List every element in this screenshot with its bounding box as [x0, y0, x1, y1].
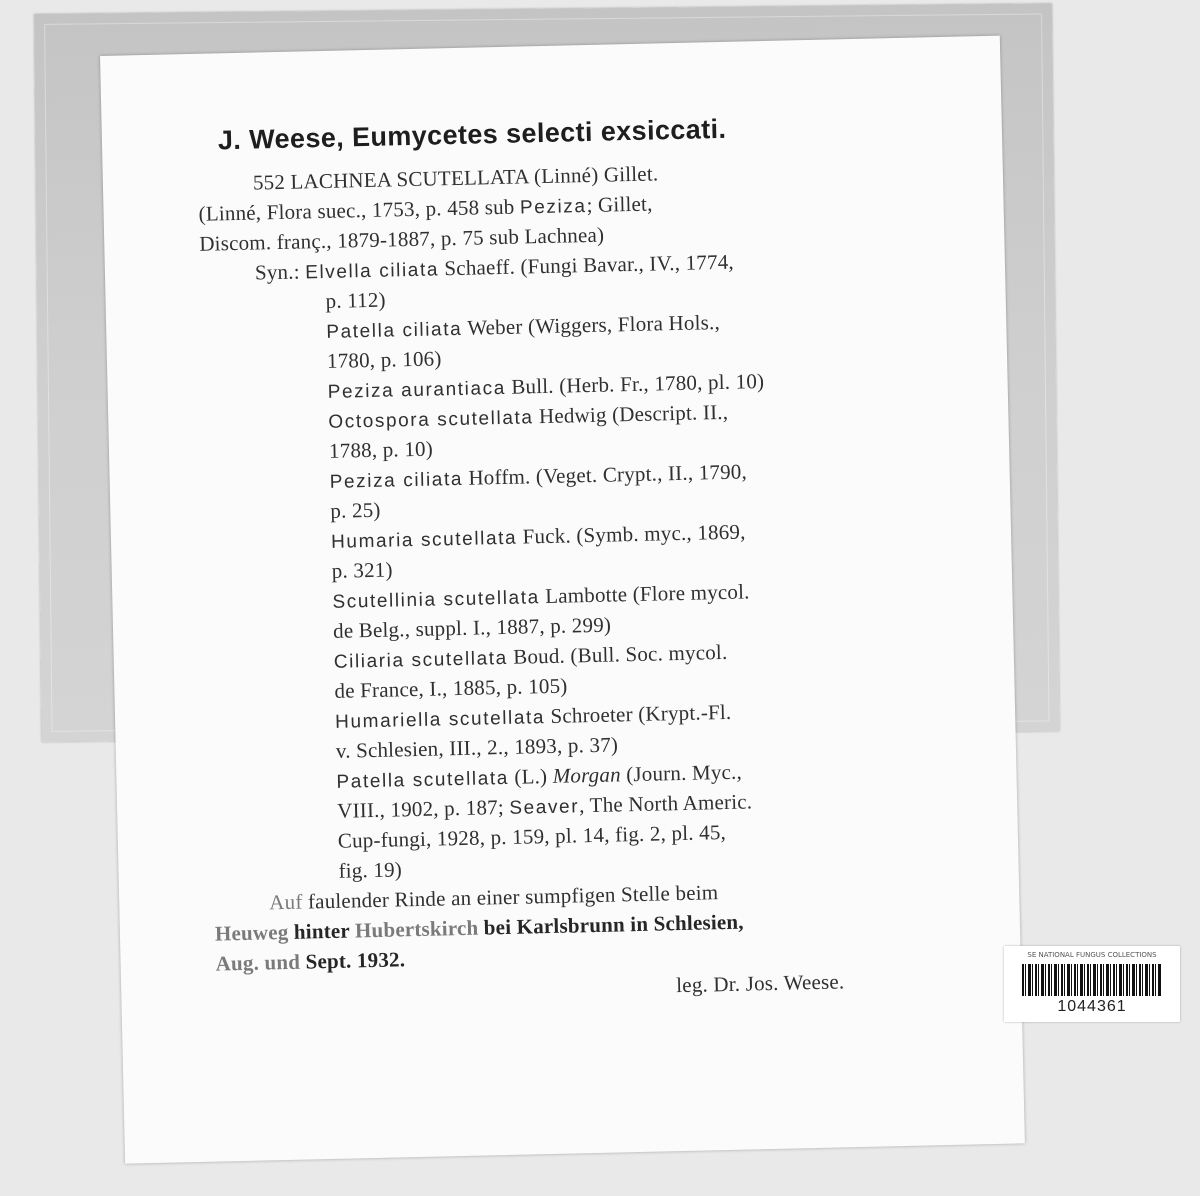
specimen-label: [100, 36, 1025, 1164]
label-text: Humaria scutellata: [330, 527, 518, 553]
label-line: [255, 250, 734, 286]
label-line: [329, 459, 747, 493]
label-text: Peziza: [519, 196, 587, 219]
label-text: p. 321): [331, 557, 393, 583]
label-text: p. 25): [330, 497, 381, 523]
label-line: [329, 437, 433, 464]
label-text: Hubertskirch: [354, 915, 479, 943]
label-line: [199, 223, 604, 257]
label-line: [676, 969, 845, 998]
label-text: VIII., 1902, p. 187;: [336, 794, 510, 823]
label-line: [334, 674, 568, 704]
label-line: [335, 700, 732, 734]
label-line: [336, 760, 742, 794]
label-text: Ciliaria scutellata: [333, 647, 509, 673]
label-text: Discom. franç., 1879-1887, p. 75 sub Lachnea): [199, 222, 605, 256]
label-text: Heuweg: [214, 919, 289, 946]
label-text: Auf: [268, 889, 303, 915]
label-text: Fuck. (Symb. myc., 1869,: [516, 519, 746, 549]
label-text: Sept. 1932.: [299, 947, 406, 974]
label-line: [215, 947, 405, 976]
label-line: [338, 820, 727, 854]
label-line: [215, 910, 744, 947]
label-text: Octospora scutellata: [328, 407, 534, 433]
label-line: [336, 732, 619, 763]
label-text: p. 112): [325, 287, 386, 313]
label-line: [332, 579, 750, 613]
label-text: de France, I., 1885, p. 105): [334, 673, 568, 703]
label-text: 1788, p. 10): [328, 436, 434, 463]
label-line: [327, 346, 442, 374]
label-text: Lambotte (Flore mycol.: [539, 579, 750, 609]
label-text: 552 LACHNEA SCUTELLATA (Linné) Gillet.: [252, 161, 659, 195]
label-text: leg. Dr. Jos. Weese.: [675, 969, 845, 998]
label-text: Hedwig (Descript. II.,: [533, 399, 729, 429]
label-text: de Belg., suppl. I., 1887, p. 299): [332, 612, 612, 643]
label-line: [330, 498, 381, 524]
label-text: Schaeff. (Fungi Bavar., IV., 1774,: [438, 249, 735, 281]
label-text: Cup-fungi, 1928, p. 159, pl. 14, fig. 2, pl. 45,: [337, 820, 727, 853]
label-text: faulender Rinde an einer sumpfigen Stelle beim: [302, 880, 719, 914]
label-text: Schroeter (Krypt.-Fl.: [544, 699, 732, 729]
label-line: [333, 613, 612, 644]
label-text: (Journ. Myc.,: [620, 759, 743, 787]
label-line: [269, 880, 719, 915]
label-text: Syn.:: [254, 259, 306, 285]
label-line: [334, 640, 728, 674]
label-text: bei Karlsbrunn in Schlesien,: [478, 909, 744, 940]
barcode-icon: [1022, 964, 1162, 996]
label-text: hinter: [288, 918, 356, 944]
barcode-institution: SE NATIONAL FUNGUS COLLECTIONS: [1027, 951, 1157, 959]
label-line: [328, 400, 728, 434]
label-line: [325, 288, 386, 314]
label-text: fig. 19): [338, 857, 403, 883]
label-text: 1780, p. 106): [326, 346, 442, 373]
barcode-number: 1044361: [1057, 998, 1127, 1015]
label-text: v. Schlesien, III., 2., 1893, p. 37): [335, 732, 619, 763]
label-line: [198, 192, 652, 227]
label-text: (L.): [508, 763, 553, 789]
label-text: Peziza ciliata: [329, 468, 464, 493]
label-text: (Linné, Flora suec., 1753, p. 458 sub: [198, 194, 521, 226]
label-text: Elvella ciliata: [304, 259, 440, 284]
label-line: [326, 310, 720, 344]
label-line: [327, 369, 764, 404]
label-text: Humariella scutellata: [334, 707, 546, 733]
label-text: Weber (Wiggers, Flora Hols.,: [461, 310, 721, 340]
label-text: Aug. und: [215, 949, 301, 976]
label-text: Scutellinia scutellata: [332, 587, 540, 613]
label-line: [337, 789, 753, 823]
label-line: [331, 557, 392, 583]
label-text: Morgan: [552, 762, 622, 788]
label-text: Patella ciliata: [326, 318, 463, 343]
label-line: [253, 161, 659, 195]
label-text: Hoffm. (Veget. Crypt., II., 1790,: [462, 459, 748, 490]
label-line: [338, 857, 402, 883]
label-text: Bull. (Herb. Fr., 1780, pl. 10): [505, 369, 765, 399]
label-line: [331, 519, 746, 553]
label-text: Peziza aurantiaca: [327, 377, 507, 403]
label-text: Patella scutellata: [336, 767, 510, 793]
label-text: Seaver: [509, 796, 580, 819]
label-title: J. Weese, Eumycetes selecti exsiccati.: [217, 113, 727, 156]
label-text: , The North Americ.: [578, 789, 753, 818]
label-text: Boud. (Bull. Soc. mycol.: [507, 639, 728, 669]
label-text: ; Gillet,: [586, 191, 653, 217]
barcode-sticker: [1004, 946, 1180, 1022]
